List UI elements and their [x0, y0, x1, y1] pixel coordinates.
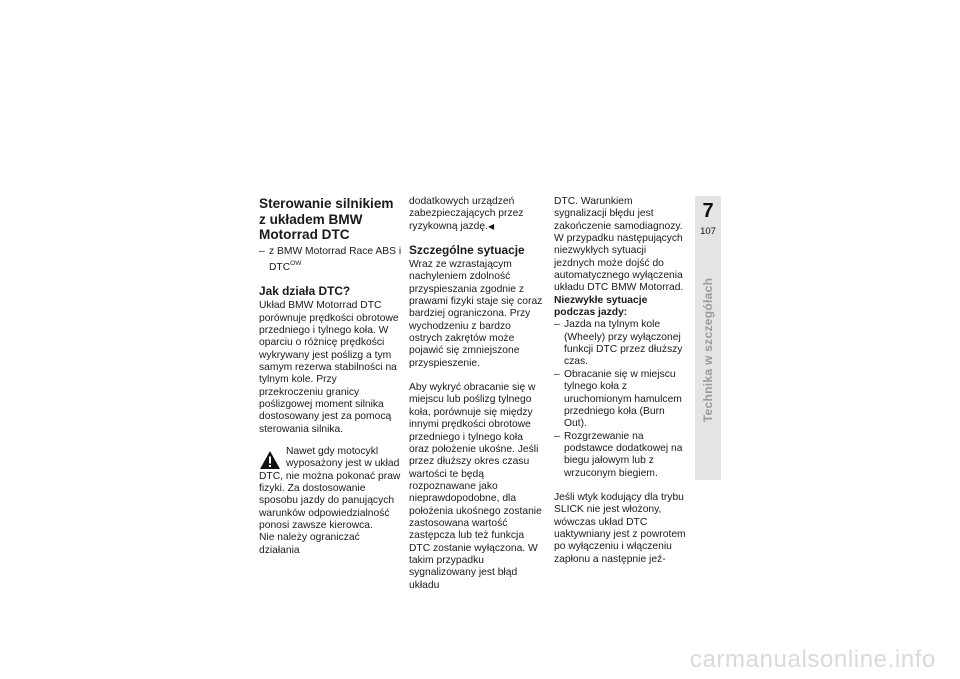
dash-list-item	[554, 431, 688, 480]
paragraph-text: dodatkowych urządzeń zabezpieczających przez ryzykowną jazdę.	[409, 196, 524, 232]
paragraph: Układ BMW Motorrad DTC porównuje prędkości obrotowe przedniego i tylnego koła. W oparciu o różnicę prędkości wykrywany jest poślizg a tym samym rezerwa stabilności na tylnym kole. Przy przekroczeniu granicy poślizgowej moment silnika dostosowany jest za pomocą sterowania silnika.	[259, 300, 399, 435]
subsection-heading: Szczególne sytuacje	[409, 243, 525, 258]
paragraph: Wraz ze wzrastającym nachyleniem zdolność przyspieszania zgodnie z prawami fizyki staje się coraz bardziej ograniczona. Przy wychodzeniu z bardzo ostrych zakrętów może pojawić się zmniejszone przyspieszenie.	[409, 259, 543, 369]
paragraph: Nie należy ograniczać działania	[259, 532, 360, 556]
chapter-side-title: Technika w szczegółach	[701, 277, 715, 423]
warning-block	[259, 446, 403, 532]
dash-marker: –	[554, 430, 560, 442]
paragraph-gap	[554, 480, 688, 492]
dash-marker: –	[554, 319, 560, 331]
dash-marker: –	[259, 245, 265, 257]
column-1	[259, 196, 403, 557]
paragraph: Jeśli wtyk kodujący dla trybu SLICK nie jest włożony, wówczas układ DTC uaktywniany jest z powrotem po wyłączeniu i włączeniu zapłonu a następnie jeź-	[554, 491, 686, 565]
section-title: Sterowanie silnikiem z układem BMW Motorrad DTC	[259, 196, 394, 242]
column-2	[409, 196, 545, 592]
list-heading: Niezwykłe sytuacje podczas jazdy:	[554, 294, 648, 319]
warning-text: Nawet gdy motocykl wyposażony jest w układ DTC, nie można pokonać praw fizyki. Za dostosowanie sposobu jazdy do panujących warunków odpowiedzialność ponosi zawsze kierowca.	[259, 445, 401, 532]
page-number: 107	[700, 226, 716, 237]
paragraph	[409, 196, 545, 233]
paragraph: Aby wykryć obracanie się w miejscu lub poślizg tylnego koła, porównuje się między innymi prędkości obrotowe przedniego i tylnego koła oraz położenie ukośne. Jeśli przez dłuższy okres czasu wartości te będą rozpoznawane jako nieprawdopodobne, dla położenia ukośnego zostanie zastosowana wartość zastępcza lub też funkcja DTC zostanie wyłączona. W takim przypadku sygnalizowany jest błąd układu	[409, 382, 542, 591]
column-3	[554, 196, 688, 566]
dash-list-item	[554, 319, 688, 368]
dash-item-text: Jazda na tylnym kole (Wheely) przy wyłączonej funkcji DTC przez dłuższy czas.	[564, 319, 683, 368]
paragraph: W przypadku następujących niezwykłych sytuacji jezdnych może dojść do automatycznego wyłączenia układu DTC BMW Motorrad.	[554, 233, 684, 294]
paragraph: DTC. Warunkiem sygnalizacji błędu jest zakończenie samodiagnozy.	[554, 196, 683, 232]
dash-list-item	[554, 369, 688, 431]
footer-watermark: carmanualsonline.info	[689, 646, 936, 673]
dash-item-text: z BMW Motorrad Race ABS i DTC	[269, 245, 402, 273]
subsection-heading: Jak działa DTC?	[259, 284, 351, 299]
warning-triangle-icon	[259, 450, 281, 470]
option-superscript: OW	[290, 259, 302, 267]
end-of-section-marker: ◀	[487, 221, 495, 231]
dash-item-text: Obracanie się w miejscu tylnego koła z uruchomionym hamulcem przedniego koła (Burn Out).	[564, 368, 682, 430]
paragraph-gap	[409, 370, 545, 382]
dash-item-text: Rozgrzewanie na podstawce dodatkowej na biegu jałowym lub z wrzuconym biegiem.	[564, 430, 683, 479]
chapter-number: 7	[702, 200, 714, 222]
dash-list-item	[259, 246, 403, 275]
dash-marker: –	[554, 368, 560, 380]
